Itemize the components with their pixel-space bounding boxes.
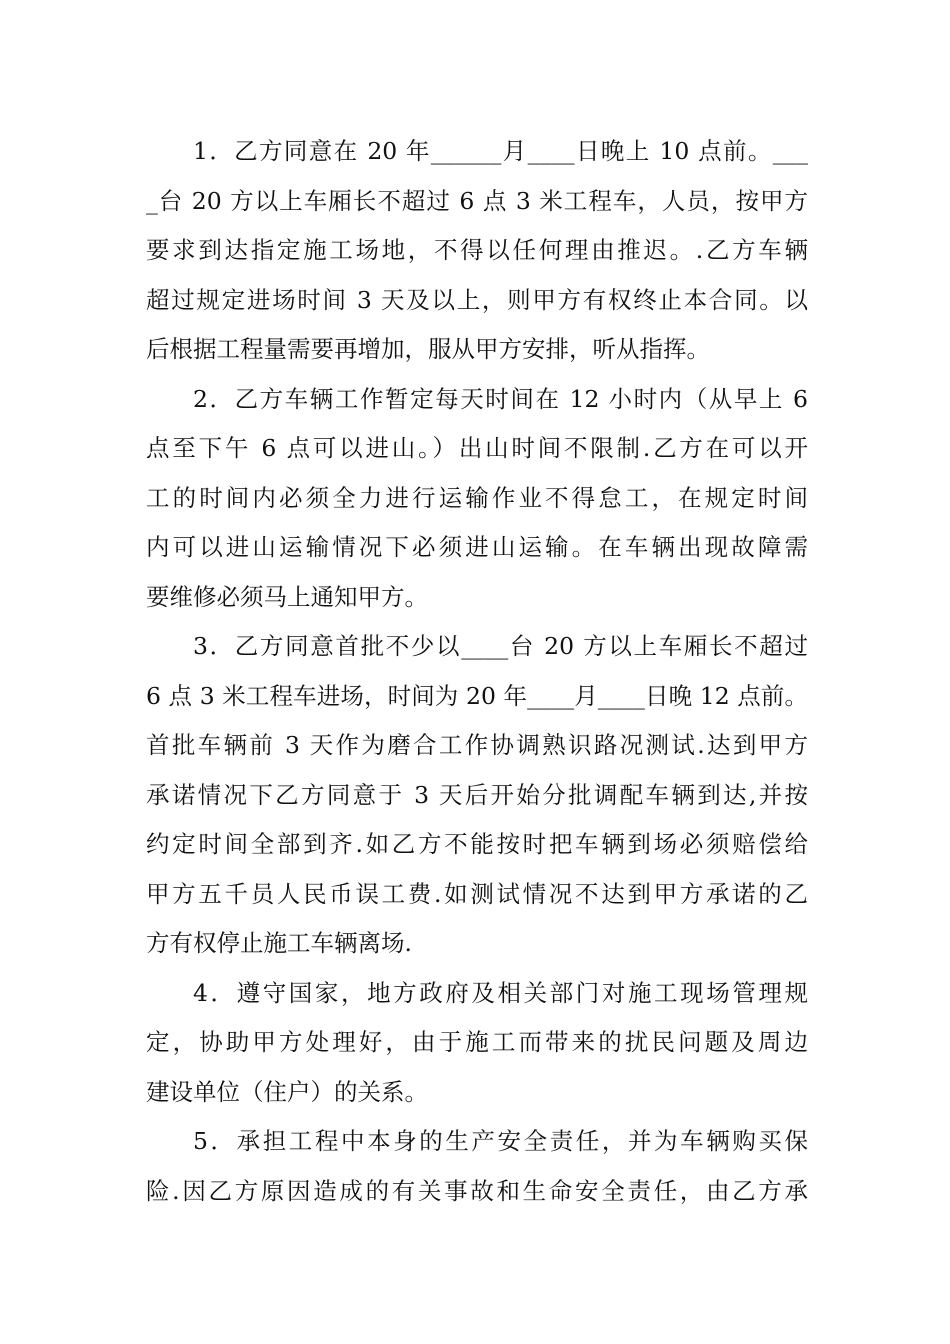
text-line: 定，协助甲方处理好，由于施工而带来的扰民问题及周边	[146, 1028, 808, 1056]
text-line: 甲方五千员人民币误工费.如测试情况不达到甲方承诺的乙	[146, 879, 808, 908]
text-line: 后根据工程量需要再增加，服从甲方安排，听从指挥。	[146, 335, 710, 363]
text-line: 首批车辆前 3 天作为磨合工作协调熟识路况测试.达到甲方	[146, 731, 808, 759]
text-line: 2．乙方车辆工作暂定每天时间在 12 小时内（从早上 6	[193, 384, 808, 413]
text-line: 点至下午 6 点可以进山。）出山时间不限制.乙方在可以开	[146, 434, 808, 462]
paragraph-3	[146, 622, 808, 969]
text-line: 内可以进山运输情况下必须进山运输。在车辆出现故障需	[146, 533, 808, 561]
text-line: 建设单位（住户）的关系。	[146, 1077, 428, 1106]
text-line: 1．乙方同意在 20 年______月____日晚上 10 点前。___	[193, 137, 808, 165]
text-line: 3．乙方同意首批不少以____台 20 方以上车厢长不超过	[193, 632, 808, 660]
paragraph-4	[146, 969, 808, 1118]
paragraph-5	[146, 1117, 808, 1216]
document-body	[146, 127, 808, 1216]
text-line: 超过规定进场时间 3 天及以上，则甲方有权终止本合同。以	[146, 285, 808, 314]
text-line: 6 点 3 米工程车进场，时间为 20 年____月____日晚 12 点前。	[146, 681, 808, 710]
text-line: 5．承担工程中本身的生产安全责任，并为车辆购买保	[193, 1127, 808, 1155]
paragraph-1	[146, 127, 808, 375]
text-line: 要求到达指定施工场地，不得以任何理由推迟。.乙方车辆	[146, 236, 808, 264]
paragraph-2	[146, 375, 808, 623]
text-line: _台 20 方以上车厢长不超过 6 点 3 米工程车，人员，按甲方	[146, 186, 808, 215]
text-line: 4．遵守国家，地方政府及相关部门对施工现场管理规	[193, 978, 808, 1007]
text-line: 工的时间内必须全力进行运输作业不得怠工，在规定时间	[146, 483, 808, 512]
text-line: 约定时间全部到齐.如乙方不能按时把车辆到场必须赔偿给	[146, 830, 808, 858]
text-line: 险.因乙方原因造成的有关事故和生命安全责任，由乙方承	[146, 1176, 808, 1205]
text-line: 承诺情况下乙方同意于 3 天后开始分批调配车辆到达,并按	[146, 780, 808, 809]
text-line: 要维修必须马上通知甲方。	[146, 582, 428, 611]
text-line: 方有权停止施工车辆离场.	[146, 929, 412, 957]
